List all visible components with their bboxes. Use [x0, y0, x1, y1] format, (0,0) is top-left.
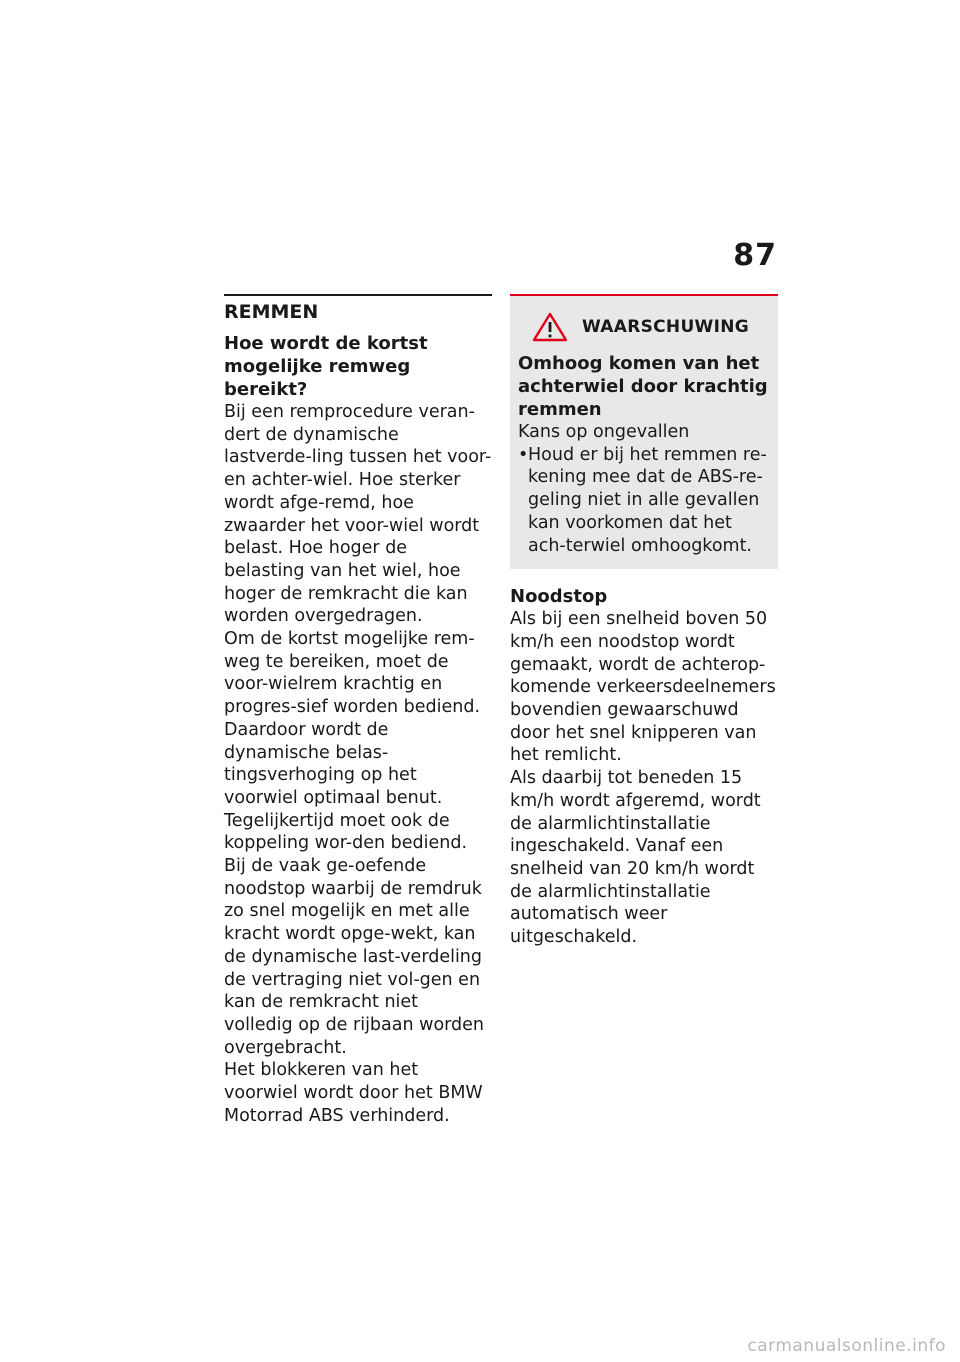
paragraph: Bij een remprocedure veran-dert de dynamische lastverde-ling tussen het voor- en achter-wiel. Hoe sterker wordt afge-remd, hoe zwaarder het voor-wiel wordt belast. Hoe hoger de belasting van het wiel, hoe hoger de remkracht die kan worden overgedragen. [224, 402, 492, 627]
page-number: 87 [733, 238, 777, 273]
paragraph: Het blokkeren van het voorwiel wordt door het BMW Motorrad ABS verhinderd. [224, 1060, 483, 1126]
paragraph: Als daarbij tot beneden 15 km/h wordt afgeremd, wordt de alarmlichtinstallatie ingeschakeld. Vanaf een snelheid van 20 km/h wordt de alarmlichtinstallatie automatisch weer uitgeschakeld. [510, 768, 761, 948]
bullet-mark: • [518, 444, 529, 465]
warning-triangle-icon [532, 312, 568, 342]
paragraph: Als bij een snelheid boven 50 km/h een noodstop wordt gemaakt, wordt de achterop-komende verkeersdeelnemers bovendien gewaarschuwd door het snel knipperen van het remlicht. [510, 609, 776, 766]
subheading-emergency-stop: Noodstop [510, 586, 608, 608]
paragraph: Om de kortst mogelijke rem-weg te bereiken, moet de voor-wielrem krachtig en progres-sief worden bediend. Daardoor wordt de dynamische belas-tingsverhoging op het voorwiel optimaal benut. Tegelijkertijd moet ook de koppeling wor-den bediend. Bij de vaak ge-oefende noodstop waarbij de remdruk zo snel mogelijk en met alle kracht wordt opge-wekt, kan de dynamische last-verdeling de vertraging niet vol-gen en kan de remkracht niet volledig op de rijbaan worden overgebracht. [224, 629, 485, 1058]
section-title: REMMEN [224, 301, 319, 323]
warning-title: WAARSCHUWING [582, 317, 750, 337]
watermark: carmanualsonline.info [747, 1336, 946, 1356]
right-column [510, 294, 778, 949]
warning-box [510, 294, 778, 569]
bullet-text: Houd er bij het remmen re-kening mee dat de ABS-re-geling niet in alle gevallen kan voorkomen dat het ach-terwiel omhoogkomt. [528, 444, 767, 556]
left-column [224, 294, 492, 1128]
warning-header [518, 312, 770, 342]
warning-bullet [518, 444, 770, 558]
warning-risk: Kans op ongevallen [518, 422, 690, 442]
subheading-shortest-braking: Hoe wordt de kortst mogelijke remweg bereikt? [224, 333, 428, 400]
warning-heading: Omhoog komen van het achterwiel door krachtig remmen [518, 353, 768, 420]
